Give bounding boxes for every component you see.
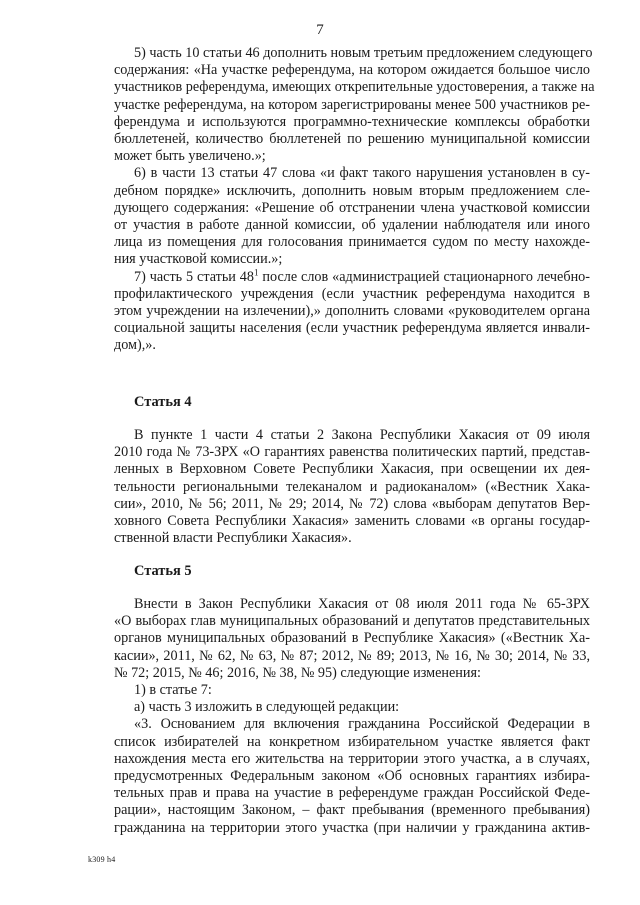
text-line: предусмотренных Федеральным законом «Об основных гарантиях избира- [114, 768, 590, 785]
text-line: участке референдума, на котором зарегистрированы менее 500 участников ре- [114, 96, 590, 113]
text-line: дом),». [114, 337, 156, 354]
text-line: профилактического учреждения (если участник референдума находится в [114, 285, 590, 302]
text-line: ственной власти Республики Хакасия». [114, 530, 352, 547]
article-4-heading: Статья 4 [134, 394, 192, 410]
text-line: может быть увеличено.»; [114, 148, 266, 165]
text-line: дующего содержания: «Решение об отстранении члена участковой комиссии [114, 199, 590, 216]
text-line: ферендума и используются программно-технические комплексы обработки [114, 113, 590, 130]
item7-text-tail: после слов «администрацией стационарного лечебно- [258, 268, 590, 285]
text-line: тельности региональными телеканалом и радиоканалом» («Вестник Хака- [114, 478, 590, 495]
text-line: В пункте 1 части 4 статьи 2 Закона Республики Хакасия от 09 июля [134, 427, 590, 443]
text-line: гражданина на территории этого участка (при наличии у гражданина актив- [114, 819, 590, 836]
text-line: касии», 2011, № 62, № 63, № 87; 2012, № 89; 2013, № 16, № 30; 2014, № 33, [114, 647, 590, 664]
paragraph-block-2 [114, 427, 590, 547]
text-line: рации», настоящим Законом, – факт пребывания (временного пребывания) [114, 802, 590, 819]
page-number: 7 [316, 22, 324, 38]
text-line: ния участковой комиссии.»; [114, 251, 283, 268]
text-line: дебном порядке» исключить, дополнить новым вторым предложением сле- [114, 182, 590, 199]
text-line: лица из помещения для голосования принимается судом по месту нахожде- [114, 234, 590, 251]
text-line: участников референдума, имеющих открепительные удостоверения, а также на [114, 79, 595, 96]
text-line: от участия в работе данной комиссии, об удалении наблюдателя или иного [114, 217, 590, 234]
text-line: «3. Основанием для включения гражданина Российской Федерации в [134, 716, 590, 733]
text-line-item-7 [114, 266, 590, 286]
text-line: а) часть 3 изложить в следующей редакции: [134, 699, 400, 716]
item7-superscript: 1 [254, 266, 259, 277]
item7-text: 7) часть 5 статьи 48 [134, 268, 254, 285]
text-line: 2010 года № 73-ЗРХ «О гарантиях равенства политических партий, представ- [114, 444, 590, 461]
paragraph-block-1 [114, 45, 595, 355]
text-line: 1) в статье 7: [134, 682, 212, 699]
text-line: социальной защиты населения (если участник референдума является инвали- [114, 320, 590, 337]
text-line: «О выборах глав муниципальных образований и депутатов представительных [114, 613, 590, 630]
text-line: сии», 2010, № 56; 2011, № 29; 2014, № 72) слова «выборам депутатов Вер- [114, 495, 590, 512]
paragraph-block-3 [114, 596, 590, 837]
text-line: Внести в Закон Республики Хакасия от 08 июля 2011 года № 65-ЗРХ [134, 596, 590, 612]
text-line: список избирателей на конкретном избирательном участке является факт [114, 733, 590, 750]
text-line: этом учреждении на излечении),» дополнить словами «руководителем органа [114, 303, 590, 320]
text-line: № 72; 2015, № 46; 2016, № 38, № 95) следующие изменения: [114, 664, 481, 681]
text-line: нахождения места его жительства на территории этого участка, а в случаях, [114, 750, 590, 767]
text-line: ховного Совета Республики Хакасия» заменить словами «в органы государ- [114, 513, 590, 530]
text-line: 6) в части 13 статьи 47 слова «и факт такого нарушения установлен в су- [134, 165, 590, 182]
text-line: 5) часть 10 статьи 46 дополнить новым третьим предложением следующего [134, 45, 593, 61]
text-line: содержания: «На участке референдума, на котором ожидается большое число [114, 62, 590, 79]
text-line: органов муниципальных образований в Республике Хакасия» («Вестник Ха- [114, 630, 590, 647]
text-line: бюллетеней, количество бюллетеней по решению муниципальной комиссии [114, 131, 590, 148]
text-line: ленных в Верховном Совете Республики Хакасия, при освещении их дея- [114, 461, 590, 478]
text-line: тельных прав и права на участие в референдуме граждан Российской Феде- [114, 785, 590, 802]
article-5-heading: Статья 5 [134, 563, 192, 579]
footer-code: k309 h4 [88, 855, 116, 864]
